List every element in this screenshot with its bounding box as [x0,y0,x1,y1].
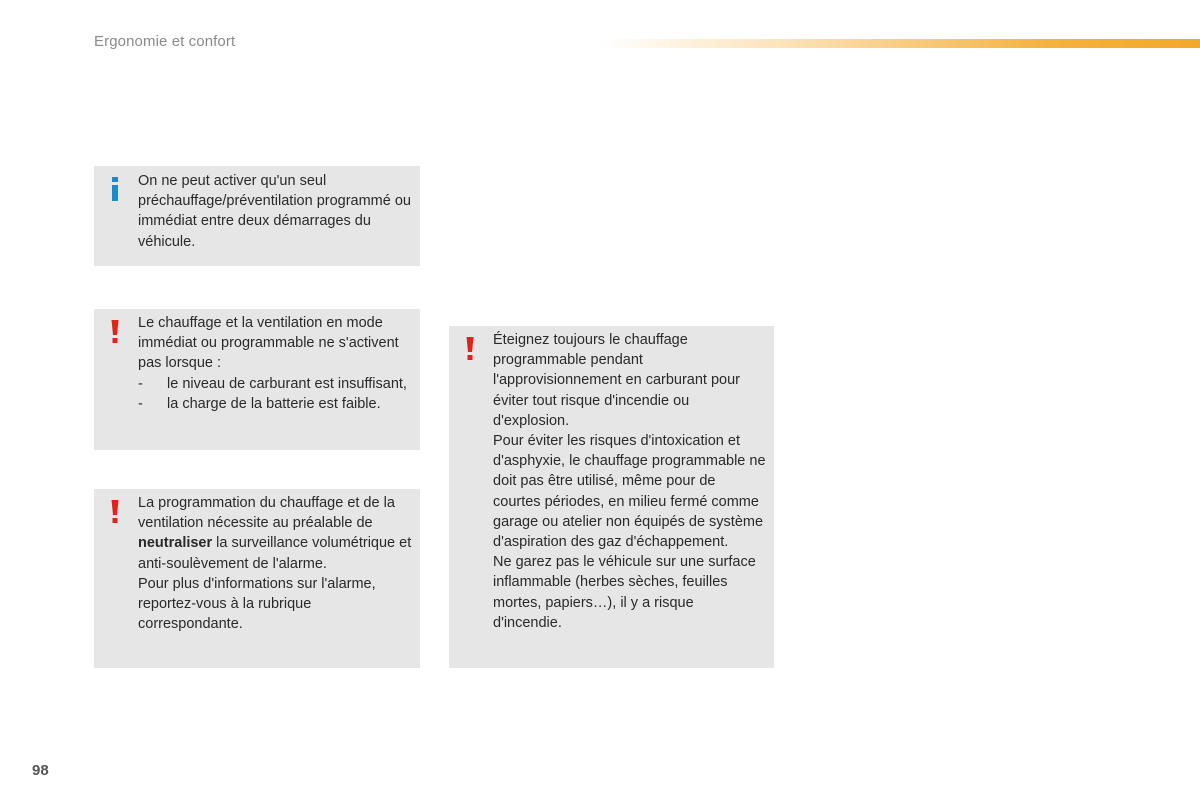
info-text: On ne peut activer qu'un seul préchauffage/préventilation programmé ou immédiat entre deux démarrages du véhicule. [138,173,411,250]
warning-alarm-text: La programmation du chauffage et de la ventilation nécessite au préalable de neutraliser la surveillance volumétrique et anti-soulèvement de l'alarme. [138,495,412,572]
warning-box-safety [449,326,774,668]
header-accent-bar [600,39,1200,48]
warning-conditions-list [138,374,412,414]
info-icon [110,176,120,208]
safety-paragraph-asphyxia: Pour éviter les risques d'intoxication et d'asphyxie, le chauffage programmable ne doit pas être utilisé, même pour de courtes périodes, en milieu fermé comme garage ou atelier non équipés de système d'aspiration des gaz d'échappement. [493,433,766,551]
safety-paragraph-parking: Ne garez pas le véhicule sur une surface inflammable (herbes sèches, feuilles mortes, papiers…), il y a risque d'incendie. [493,554,756,631]
warning-alarm-more: Pour plus d'informations sur l'alarme, reportez-vous à la rubrique correspondante. [138,575,376,633]
warning-box-conditions [94,309,420,450]
exclamation-icon [465,336,475,368]
exclamation-icon [110,499,120,531]
warning-box-alarm [94,489,420,668]
safety-paragraph-refuel: Éteignez toujours le chauffage programmable pendant l'approvisionnement en carburant pour éviter tout risque d'incendie ou d'explosion. [493,332,741,429]
emphasis-text: neutraliser [138,535,213,552]
section-title: Ergonomie et confort [94,33,236,50]
exclamation-icon [110,319,120,351]
info-box [94,166,420,266]
page-number: 98 [32,762,49,779]
list-item: - le niveau de carburant est insuffisant, [138,375,407,392]
warning-intro: Le chauffage et la ventilation en mode immédiat ou programmable ne s'activent pas lorsque : [138,315,399,372]
list-item: - la charge de la batterie est faible. [138,395,381,412]
